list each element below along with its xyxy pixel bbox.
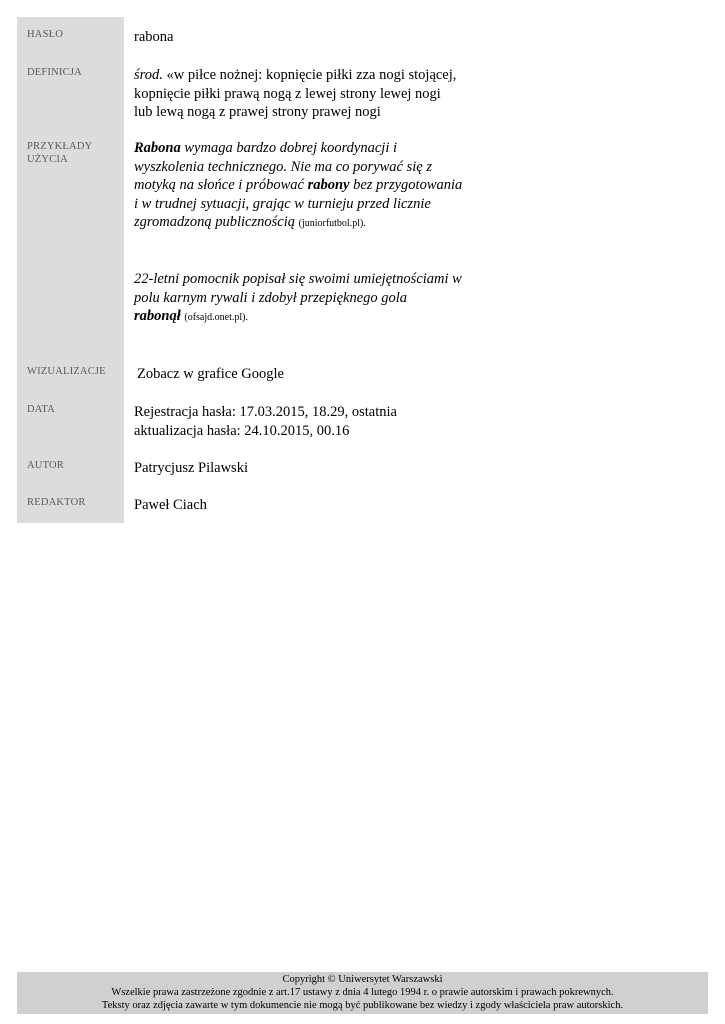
example1-source: (juniorfutbol.pl). [298,218,366,229]
footer-line-1: Copyright © Uniwersytet Warszawski [282,974,443,985]
example1-bold-word: Rabona [134,140,181,156]
author: Patrycjusz Pilawski [134,460,248,476]
usage-example-1 [134,139,484,234]
definition [134,66,484,122]
label-przyklady [27,140,92,166]
example1-line3-post: bez przygotowania [349,177,463,193]
label-data: DATA [27,404,55,415]
definition-line-3: lub lewą nogą z prawej strony prawej nogi [134,104,381,120]
example1-line3-pre: motyką na słońce i próbować [134,177,308,193]
example1-line-2: wyszkolenia technicznego. Nie ma co porywać się z [134,158,432,175]
footer-line-3: Teksty oraz zdjęcia zawarte w tym dokumencie nie mogą być publikowane bez wiedzy i zgody właściciela praw autorskich. [101,1000,624,1011]
label-column [17,17,124,523]
example2-bold-word: rabonął [134,308,181,324]
example1-line-3 [134,176,484,195]
definition-line1-text: «w piłce nożnej: kopnięcie piłki zza nogi stojącej, [162,67,457,83]
google-images-link[interactable]: Zobacz w grafice Google [137,366,284,382]
usage-example-2 [134,270,484,328]
definition-line-2: kopnięcie piłki prawą nogą z lewej strony lewej nogi [134,85,441,102]
date-line-1: Rejestracja hasła: 17.03.2015, 18.29, ostatnia [134,404,397,420]
label-wizualizacje: WIZUALIZACJE [27,366,106,377]
editor: Paweł Ciach [134,497,207,513]
label-przyklady-line1: PRZYKŁADY [27,141,93,152]
definition-qualifier: środ. [134,67,163,83]
definition-line-1 [134,66,484,85]
label-autor: AUTOR [27,460,64,471]
example2-source: (ofsajd.onet.pl). [184,312,248,323]
date-info [134,403,484,440]
example1-line-5 [134,213,484,234]
example1-line-4: i w trudnej sytuacji, grając w turnieju przed licznie [134,195,431,212]
footer-line-2: Wszelkie prawa zastrzeżone zgodnie z art.17 ustawy z dnia 4 lutego 1994 r. o prawie autorskim i prawach pokrewnych. [111,987,614,998]
example1-line1-text: wymaga bardzo dobrej koordynacji i [180,140,398,156]
example1-line-1 [134,139,484,158]
example1-line3-bold: rabony [307,177,350,193]
example2-line-1: 22-letni pomocnik popisał się swoimi umiejętnościami w [134,271,462,287]
label-definicja: DEFINICJA [27,67,82,78]
example2-line-3 [134,307,484,328]
label-redaktor: REDAKTOR [27,497,86,508]
label-przyklady-line2: UŻYCIA [27,154,68,165]
example1-line5-text: zgromadzoną publicznością [134,214,295,230]
label-haslo: HASŁO [27,29,64,40]
headword: rabona [134,29,174,45]
date-line-2: aktualizacja hasła: 24.10.2015, 00.16 [134,422,350,439]
copyright-footer [17,972,708,1014]
example2-line-2: polu karnym rywali i zdobył przepięknego gola [134,289,408,306]
